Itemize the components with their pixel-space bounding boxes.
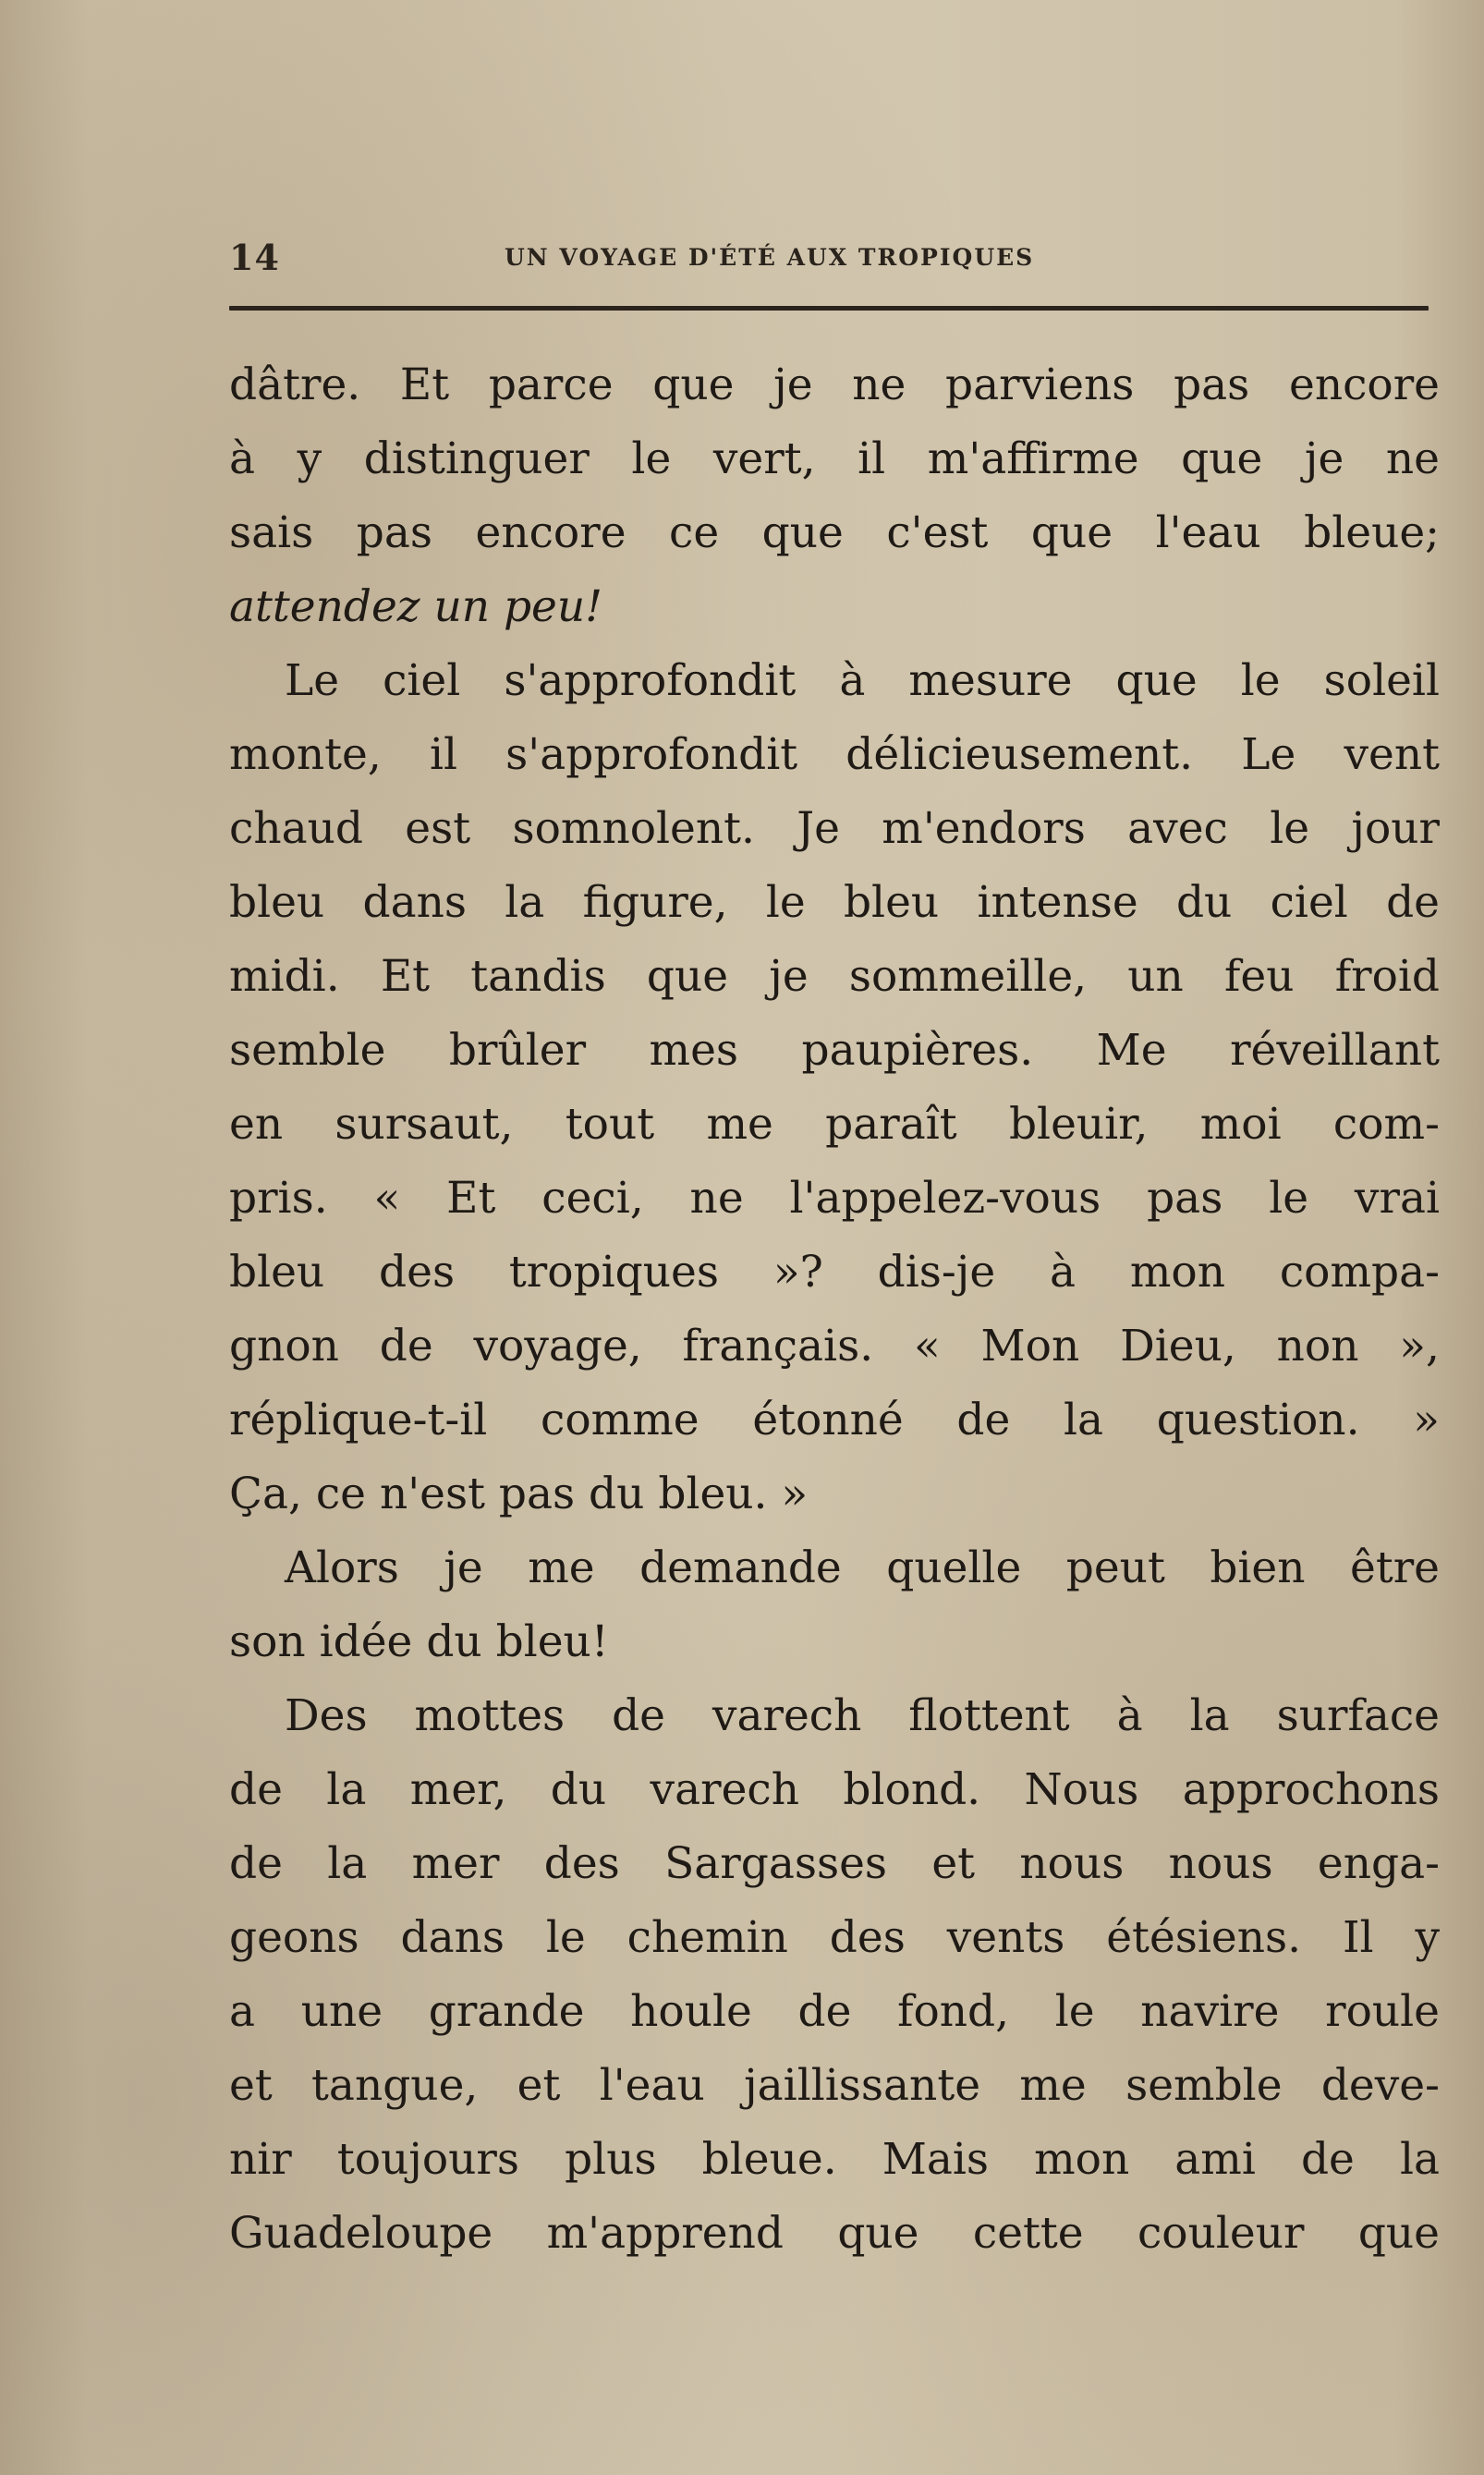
text-line: semble brûler mes paupières. Me réveillant [229,1025,1440,1076]
text-line: attendez un peu! [229,581,603,632]
text-line: gnon de voyage, français. « Mon Dieu, non », [229,1321,1440,1372]
text-line: réplique-t-il comme étonné de la question. » [229,1395,1440,1445]
page-header [229,237,1429,277]
text-line: de la mer, du varech blond. Nous approchons [229,1764,1440,1815]
text-line: à y distinguer le vert, il m'affirme que je ne [229,433,1440,484]
text-line: de la mer des Sargasses et nous nous enga- [229,1838,1440,1889]
text-line: geons dans le chemin des vents étésiens. Il y [229,1912,1440,1963]
text-line: Alors je me demande quelle peut bien être [285,1542,1440,1593]
text-line: pris. « Et ceci, ne l'appelez-vous pas le vrai [229,1173,1440,1224]
text-line: chaud est somnolent. Je m'endors avec le jour [229,803,1440,854]
text-line: nir toujours plus bleue. Mais mon ami de la [229,2134,1440,2185]
text-line: a une grande houle de fond, le navire roule [229,1986,1440,2037]
running-title: UN VOYAGE D'ÉTÉ AUX TROPIQUES [505,244,1035,271]
text-line: dâtre. Et parce que je ne parviens pas encore [229,360,1440,410]
text-line: sais pas encore ce que c'est que l'eau bleue; [229,507,1440,558]
text-line: en sursaut, tout me paraît bleuir, moi com- [229,1099,1440,1150]
text-line: monte, il s'approfondit délicieusement. Le vent [229,729,1440,780]
text-line: bleu dans la figure, le bleu intense du ciel de [229,877,1440,928]
text-line: Des mottes de varech flottent à la surface [285,1690,1440,1741]
text-line: et tangue, et l'eau jaillissante me semble deve- [229,2060,1440,2111]
text-line: Ça, ce n'est pas du bleu. » [229,1469,809,1519]
text-line: bleu des tropiques »? dis-je à mon compa- [229,1247,1440,1298]
text-line: Guadeloupe m'apprend que cette couleur que [229,2208,1440,2259]
text-line: son idée du bleu! [229,1616,609,1667]
text-line: Le ciel s'approfondit à mesure que le soleil [285,655,1440,706]
page-number: 14 [229,237,280,278]
text-line: midi. Et tandis que je sommeille, un feu froid [229,951,1440,1002]
header-rule [229,306,1429,311]
